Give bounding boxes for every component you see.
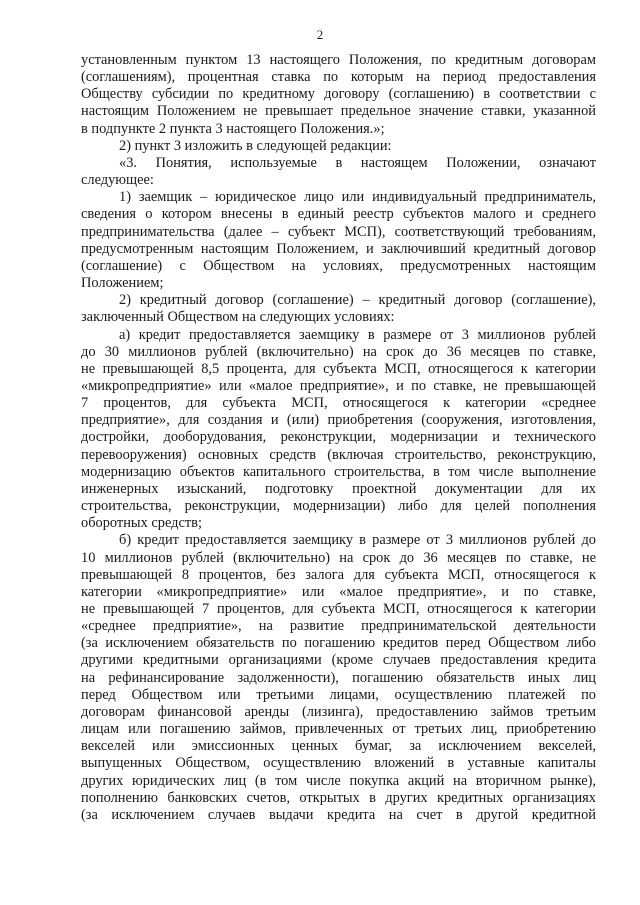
text-line: следующее:	[81, 172, 154, 189]
text-line: «микропредприятие» или «малое предприятие», и по ставке, не превышающей	[81, 377, 596, 394]
text-line: предприятие», для создания и (или) приобретения (сооружения, изготовления,	[81, 412, 596, 429]
text-line: 1) заемщик – юридическое лицо или индивидуальный предприниматель,	[119, 189, 596, 206]
text-line: 7 процентов, для субъекта МСП, относящегося к категории «среднее	[81, 395, 596, 412]
text-line: настоящим Положением не превышает предельное значение ставки, указанной	[81, 103, 596, 120]
text-line: категории «микропредприятие» или «малое предприятие», и по ставке,	[81, 583, 596, 600]
text-line: инженерных изысканий, подготовку проектной документации для их	[81, 480, 596, 497]
text-line: (соглашениям), процентная ставка по которым на период предоставления	[81, 69, 596, 86]
text-line: другими кредитными организациями (кроме случаев предоставления кредита	[81, 652, 596, 669]
text-line: лицам или погашению займов, привлеченных от третьих лиц, приобретению	[81, 721, 596, 738]
text-line: (соглашение) с Обществом на условиях, предусмотренных настоящим	[81, 257, 596, 274]
text-line: «среднее предприятие», на развитие предпринимательской деятельности	[81, 618, 596, 635]
text-line: до 30 миллионов рублей (включительно) на срок до 36 месяцев по ставке,	[81, 343, 596, 360]
text-line: Положением;	[81, 275, 164, 292]
text-line: (за исключением обязательств по погашению кредитов перед Обществом либо	[81, 635, 596, 652]
text-line: Обществу субсидии по кредитному договору (соглашению) в соответствии с	[81, 86, 596, 103]
text-line: в подпункте 2 пункта 3 настоящего Положения.»;	[81, 120, 385, 137]
text-line: предусмотренным настоящим Положением, и заключивший кредитный договор	[81, 240, 596, 257]
text-line: установленным пунктом 13 настоящего Положения, по кредитным договорам	[81, 52, 596, 68]
text-line: не превышающей 7 процентов, для субъекта МСП, относящегося к категории	[81, 601, 596, 617]
text-line: договорам финансовой аренды (лизинга), предоставлению займов третьим	[81, 703, 596, 720]
text-line: достройки, дооборудования, реконструкции, модернизации и технического	[81, 429, 596, 446]
text-line: предпринимательства (далее – субъект МСП), соответствующий требованиям,	[81, 223, 596, 240]
text-line: перед Обществом или третьими лицами, осуществлению платежей по	[81, 686, 596, 703]
text-line: а) кредит предоставляется заемщику в размере от 3 миллионов рублей	[119, 326, 596, 343]
text-line: оборотных средств;	[81, 515, 202, 532]
text-line: строительства, реконструкции, модернизации) либо для целей пополнения	[81, 498, 596, 515]
text-line: выпущенных Обществом, осуществлению вложений в уставные капиталы	[81, 755, 596, 772]
text-line: заключенный Обществом на следующих условиях:	[81, 309, 395, 326]
text-line: 2) кредитный договор (соглашение) – кредитный договор (соглашение),	[119, 292, 596, 309]
page-number: 2	[316, 27, 324, 42]
text-line: на рефинансирование задолженности), погашению обязательств иных лиц	[81, 669, 596, 686]
text-line: (за исключением случаев выдачи кредита на счет в другой кредитной	[81, 806, 596, 823]
text-line: модернизацию объектов капитального строительства, в том числе выполнение	[81, 463, 596, 480]
text-line: не превышающей 8,5 процента, для субъекта МСП, относящегося к категории	[81, 360, 596, 377]
text-line: 2) пункт 3 изложить в следующей редакции:	[119, 137, 392, 154]
text-line: пополнению банковских счетов, открытых в других кредитных организациях	[81, 789, 596, 806]
text-line: «3. Понятия, используемые в настоящем Положении, означают	[119, 154, 596, 171]
text-line: 10 миллионов рублей (включительно) на срок до 36 месяцев по ставке, не	[81, 549, 596, 566]
text-line: б) кредит предоставляется заемщику в размере от 3 миллионов рублей до	[119, 532, 596, 549]
text-line: перевооружения) основных средств (включая строительство, реконструкцию,	[81, 446, 596, 463]
text-line: превышающей 8 процентов, без залога для субъекта МСП, относящегося к	[81, 566, 596, 583]
text-line: других юридических лиц (в том числе покупка акций на вторичном рынке),	[81, 772, 596, 789]
document-body	[81, 52, 596, 824]
text-line: векселей или эмиссионных ценных бумаг, за исключением векселей,	[81, 738, 596, 755]
text-line: сведения о котором внесены в единый реестр субъектов малого и среднего	[81, 206, 596, 223]
